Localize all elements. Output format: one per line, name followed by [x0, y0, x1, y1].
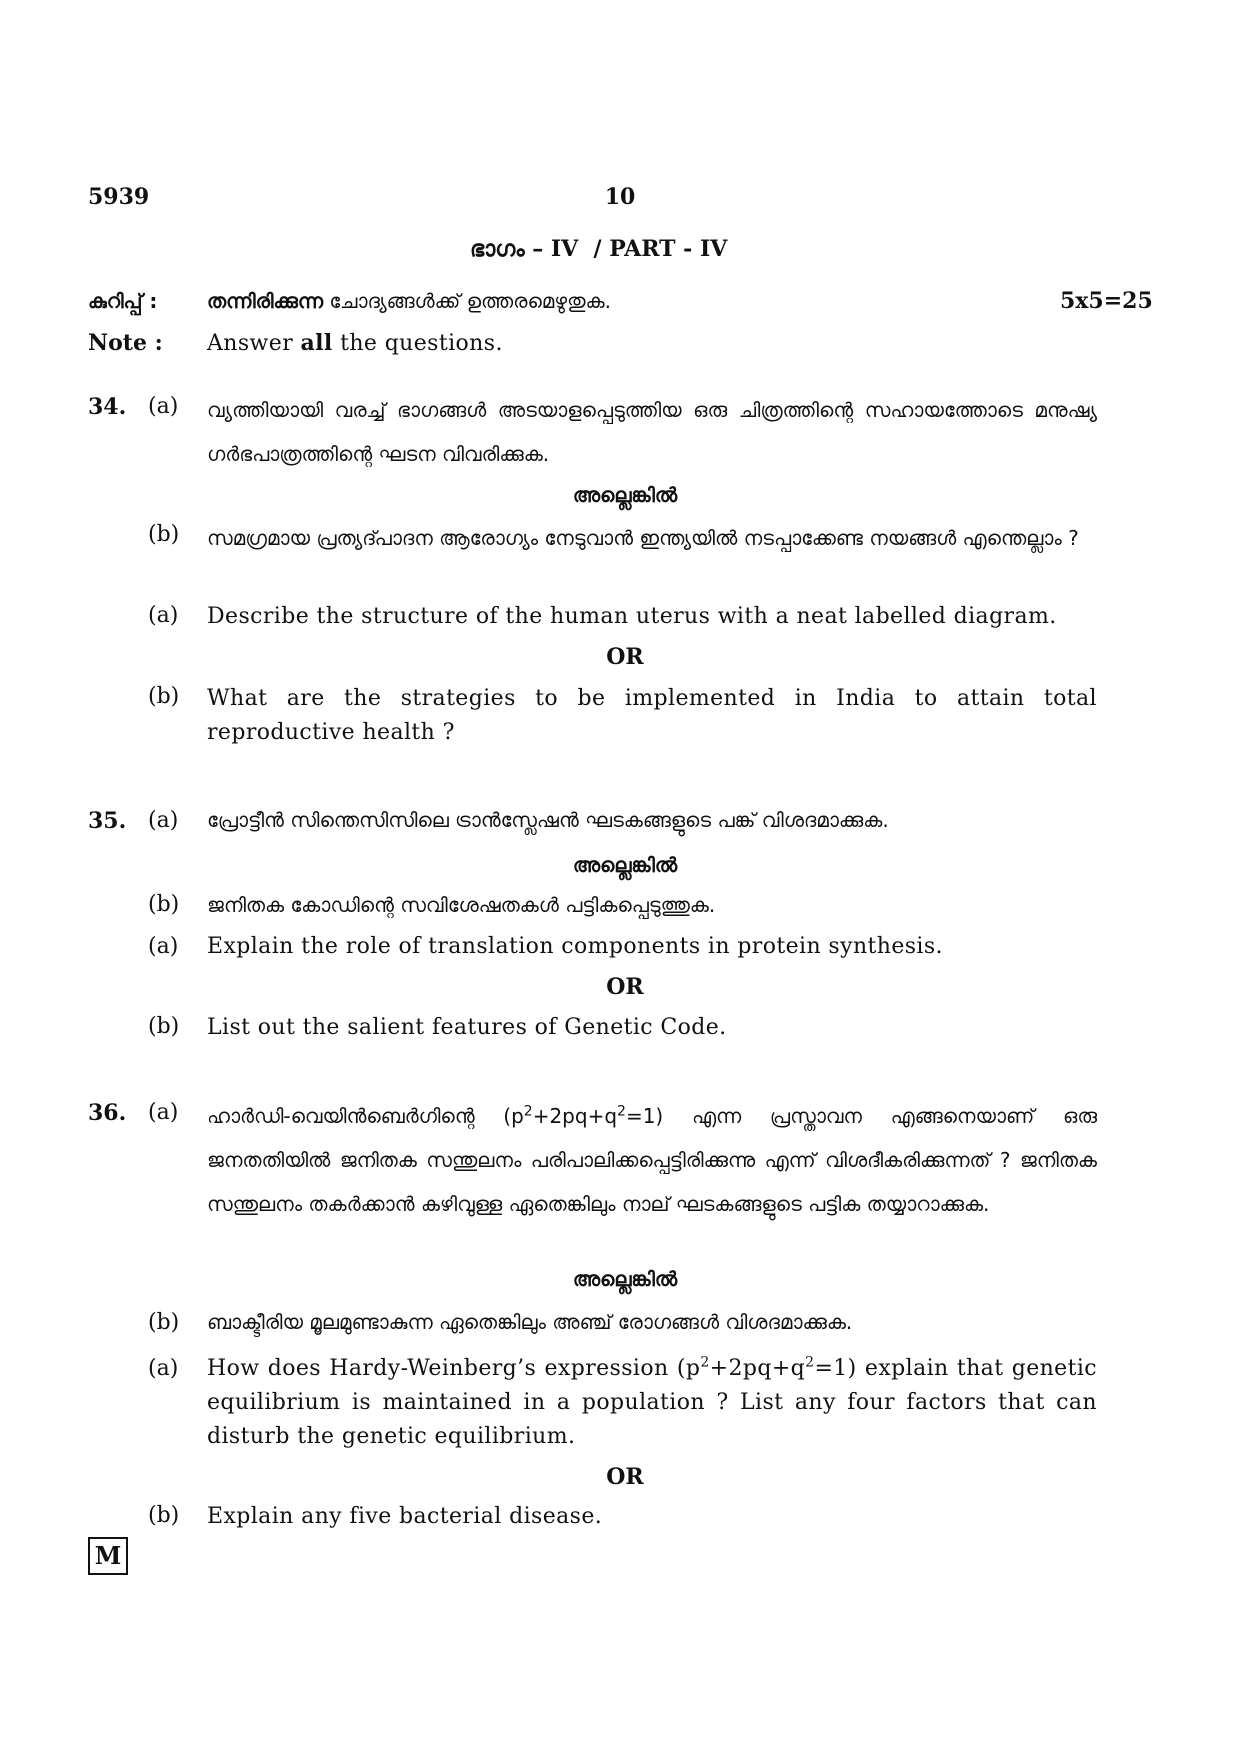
note-en-pre: Answer: [207, 331, 301, 356]
question-number-34: 34.: [88, 394, 127, 420]
q36-a-ml-part1: ഹാർഡി-വെയിൻബെർഗിന്റെ (p: [207, 1104, 524, 1128]
q35-a-ml: പ്രോട്ടീൻ സിന്തെസിസിലെ ട്രാൻസ്ലേഷൻ ഘടകങ്ങളുടെ പങ്ക് വിശദമാക്കുക.: [207, 808, 889, 832]
q36-a-ml-part3: =1) എന്ന പ്രസ്താവന എങ്ങനെയാണ് ഒരു ജനതതിയിൽ ജനിതക സന്തുലനം പരിപാലിക്കപ്പെട്ടിരിക്കുന്നു എന്ന് വിശദീകരിക്കുന്നത് ? ജനിതക സന്തുലനം തകർക്കാൻ കഴിവുള്ള ഏതെങ്കിലും നാല് ഘടകങ്ങളുടെ പട്ടിക തയ്യാറാക്കുക.: [207, 1104, 1097, 1216]
q36-a-ml: [207, 1094, 1097, 1226]
q36-b-label-ml: (b): [148, 1310, 180, 1335]
q34-a-ml: വ്യത്തിയായി വരച്ച് ഭാഗങ്ങൾ അടയാളപ്പെടുത്തിയ ഒരു ചിത്രത്തിന്റെ സഹായത്തോടെ മനുഷ്യ ഗർഭപാത്രത്തിന്റെ ഘടന വിവരിക്കുക.: [207, 398, 1097, 466]
note-en-bold: all: [300, 330, 333, 356]
q34-a-label-en: (a): [148, 603, 179, 628]
q36-or-en: OR: [606, 1464, 644, 1490]
q36-b-ml: ബാക്ടീരിയ മൂലമുണ്ടാകുന്ന ഏതെങ്കിലും അഞ്ച് രോഗങ്ങൾ വിശദമാക്കുക.: [207, 1310, 853, 1334]
marks-total: 5x5=25: [1060, 288, 1153, 314]
q36-a-ml-part2: +2pq+q: [532, 1104, 618, 1128]
q34-a-en: Describe the structure of the human uterus with a neat labelled diagram.: [207, 604, 1057, 629]
q35-b-label-en: (b): [148, 1014, 180, 1039]
q34-b-label-ml: (b): [148, 522, 180, 547]
q36-a-ml-sup2: 2: [617, 1103, 626, 1120]
q36-a-en-part2: +2pq+q: [709, 1356, 806, 1381]
note-en-post: the questions.: [332, 331, 503, 356]
note-en-label: Note :: [88, 330, 163, 356]
q36-a-label-en: (a): [148, 1356, 179, 1381]
q36-a-en-part3: =1) explain that genetic equilibrium is maintained in a population ? List any four factors that can disturb the genetic equilibrium.: [207, 1356, 1097, 1449]
note-en-text: [207, 326, 503, 361]
q35-or-ml: അല്ലെങ്കിൽ: [572, 853, 678, 877]
question-number-36: 36.: [88, 1100, 127, 1126]
q35-or-en: OR: [606, 974, 644, 1000]
q34-b-label-en: (b): [148, 684, 180, 709]
q34-or-en: OR: [606, 644, 644, 670]
footer-m-box: M: [88, 1537, 128, 1575]
q36-a-label-ml: (a): [148, 1100, 179, 1125]
note-ml-rest: ചോദ്യങ്ങൾക്ക് ഉത്തരമെഴുതുക.: [323, 289, 611, 313]
page-number: 10: [604, 184, 636, 210]
q36-a-en-sup2: 2: [805, 1354, 815, 1371]
q34-a-label-ml: (a): [148, 394, 179, 419]
note-ml-label: കുറിപ്പ് :: [88, 289, 158, 313]
q35-a-label-ml: (a): [148, 808, 179, 833]
paper-code: 5939: [88, 184, 150, 210]
q35-b-ml: ജനിതക കോഡിന്റെ സവിശേഷതകൾ പട്ടികപ്പെടുത്തുക.: [207, 893, 716, 917]
q36-a-ml-sup1: 2: [523, 1103, 533, 1120]
note-ml-text: [207, 284, 611, 318]
question-number-35: 35.: [88, 808, 127, 834]
q34-or-ml: അല്ലെങ്കിൽ: [572, 483, 678, 507]
q36-b-en: Explain any five bacterial disease.: [207, 1504, 603, 1529]
q35-b-label-ml: (b): [148, 892, 180, 917]
q35-b-en: List out the salient features of Genetic Code.: [207, 1015, 727, 1040]
q36-a-en-sup1: 2: [700, 1354, 710, 1371]
q34-b-en: What are the strategies to be implemented in India to attain total reproductive health ?: [207, 686, 1097, 745]
q35-a-en: Explain the role of translation components in protein synthesis.: [207, 934, 943, 959]
part-heading: ഭാഗം – IV / PART - IV: [470, 236, 728, 262]
q34-b-ml: സമഗ്രമായ പ്രത്യദ്പാദന ആരോഗ്യം നേടുവാൻ ഇന്ത്യയിൽ നടപ്പാക്കേണ്ട നയങ്ങൾ എന്തെല്ലാം ?: [207, 526, 1079, 550]
q36-or-ml: അല്ലെങ്കിൽ: [572, 1267, 678, 1291]
q36-b-label-en: (b): [148, 1503, 180, 1528]
q36-a-en: [207, 1352, 1097, 1454]
q36-a-en-part1: How does Hardy-Weinberg’s expression (p: [207, 1356, 701, 1381]
q35-a-label-en: (a): [148, 934, 179, 959]
note-ml-bold: തന്നിരിക്കുന്ന: [207, 289, 324, 313]
